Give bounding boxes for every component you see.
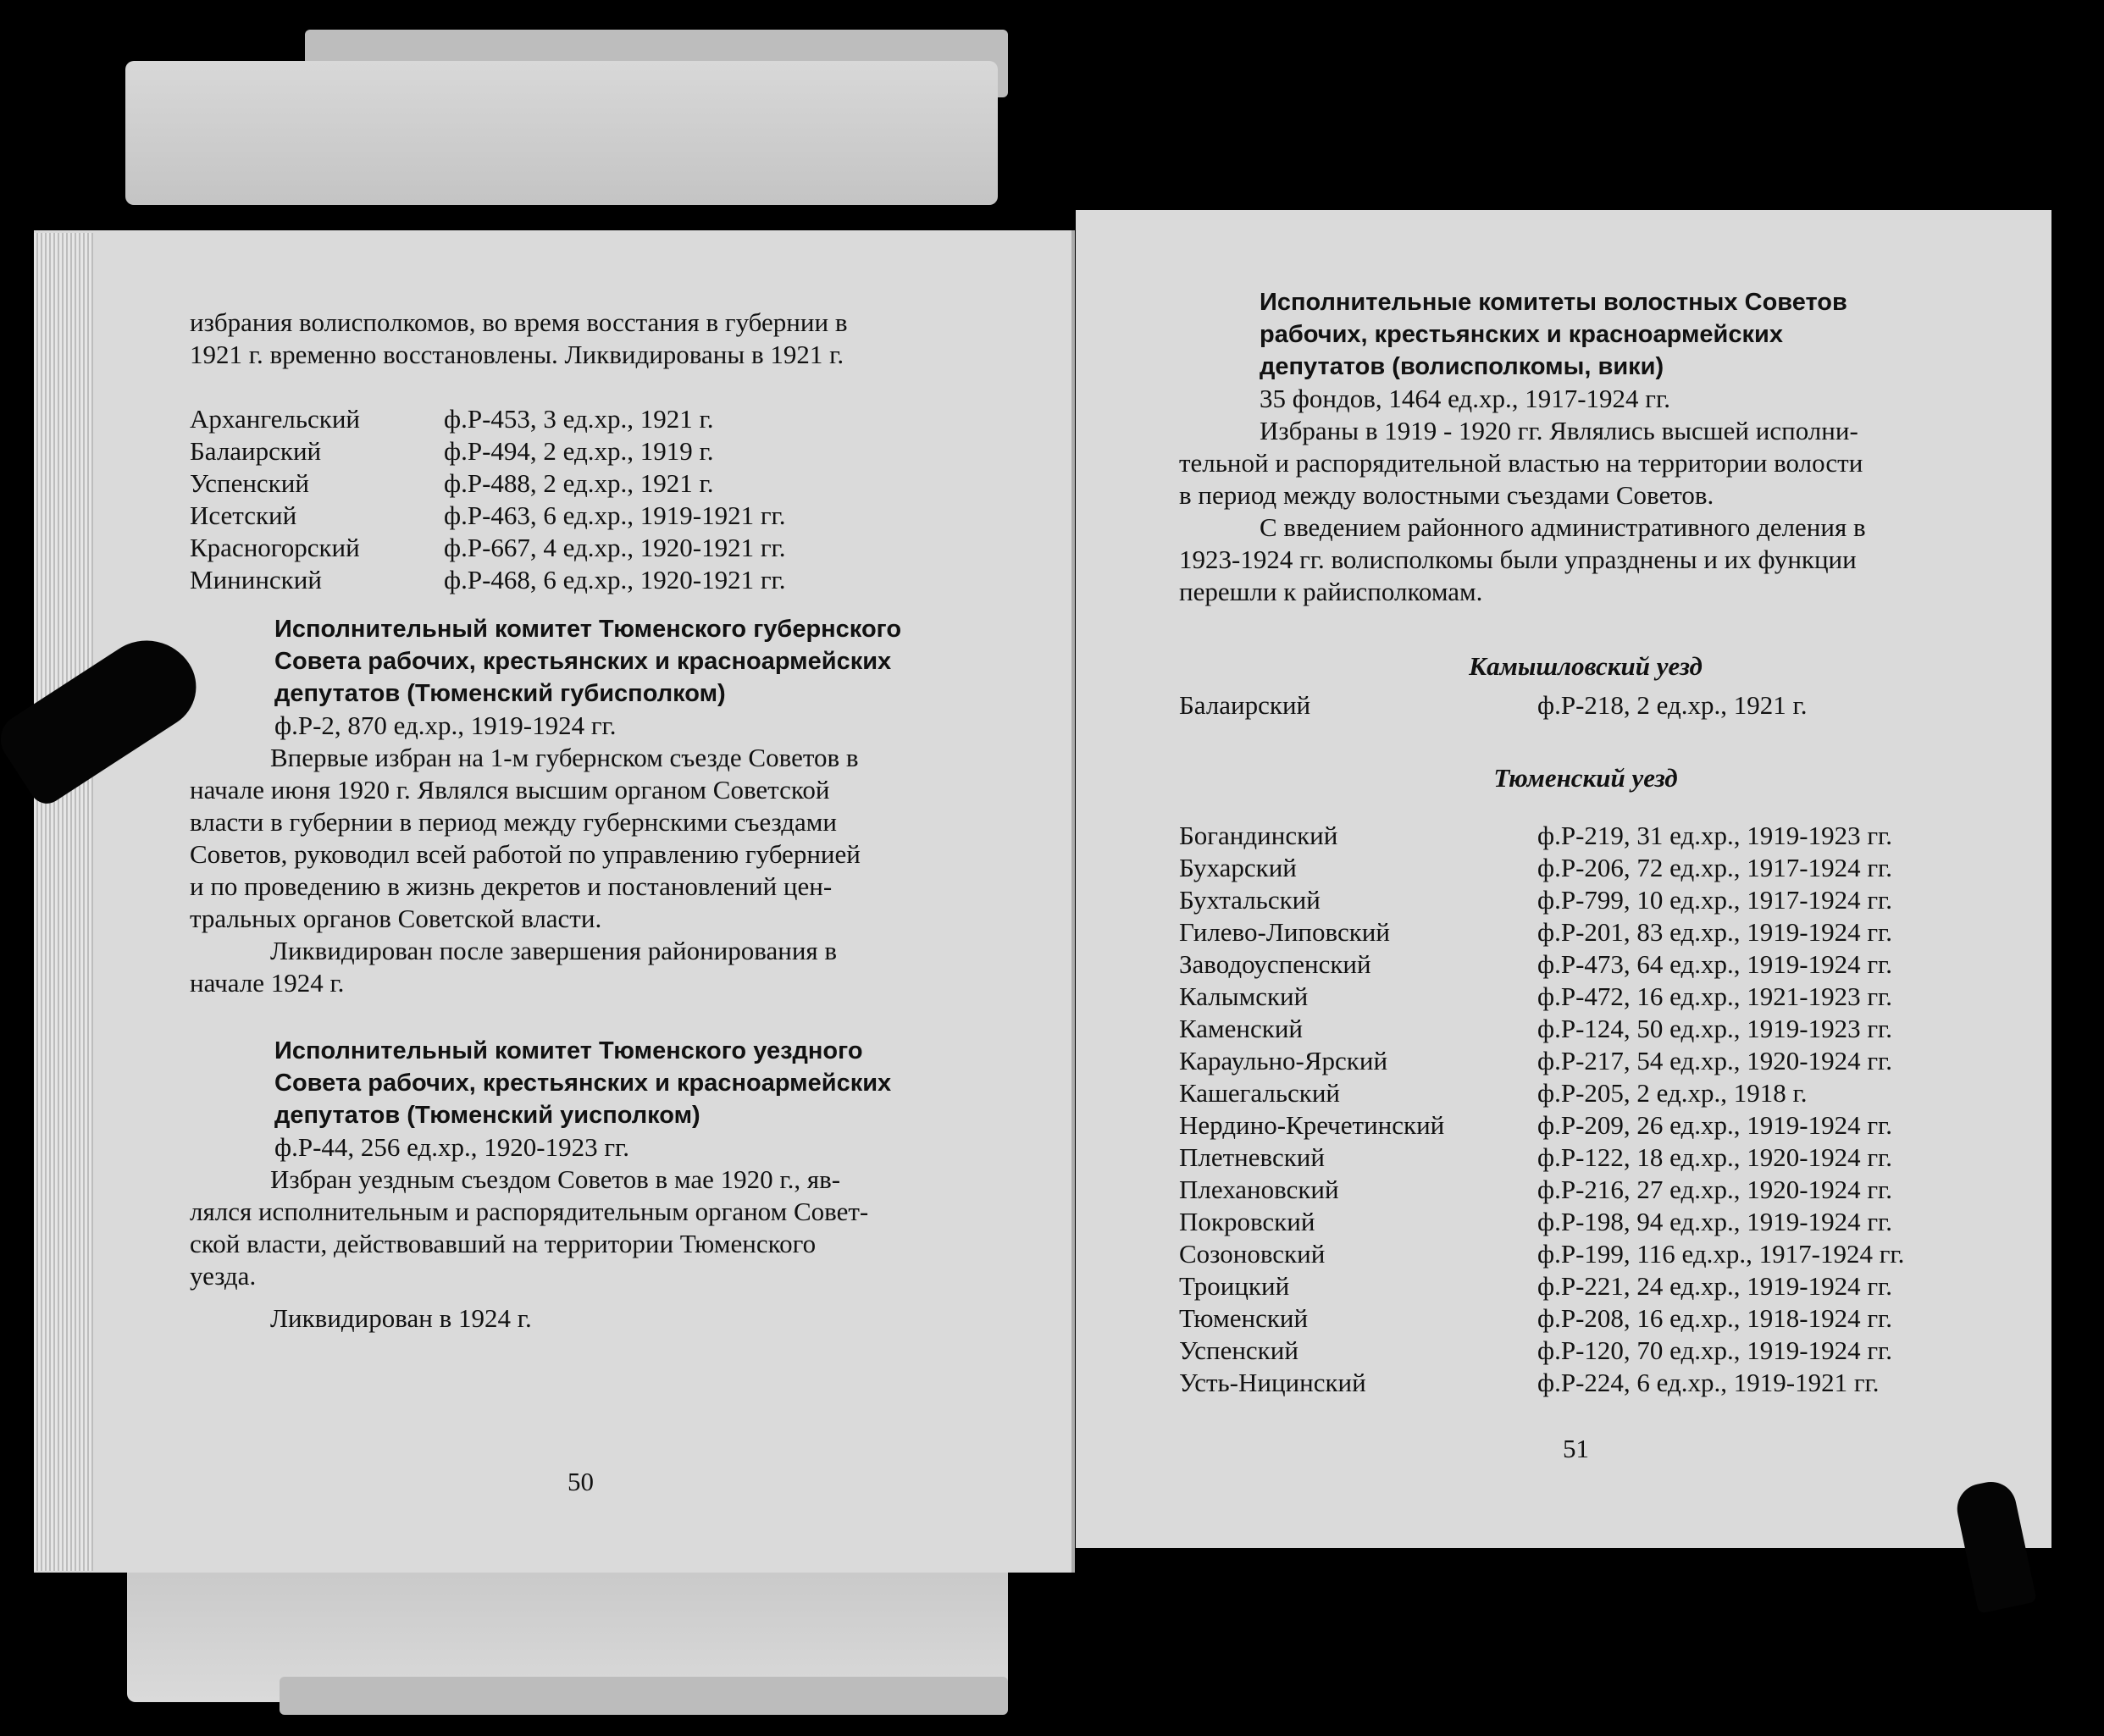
fond-name: Бухарский [1179, 853, 1297, 882]
fond-name: Калымский [1179, 981, 1309, 1011]
fond-info: ф.Р-473, 64 ед.хр., 1919-1924 гг. [1537, 949, 1893, 979]
fond-row [1179, 948, 1992, 981]
fond-name: Архангельский [190, 404, 361, 434]
section-meta: ф.Р-44, 256 ед.хр., 1920-1923 гг. [274, 1132, 630, 1162]
para-line: 1923-1924 гг. волисполкомы были упразднены и их функции [1179, 545, 1857, 574]
para-line: Избран уездным съездом Советов в мае 1920 г., яв- [270, 1164, 841, 1194]
page-number: 50 [568, 1467, 594, 1496]
para-line: Ликвидирован в 1924 г. [270, 1303, 532, 1333]
paragraph [1179, 415, 1992, 608]
fond-info: ф.Р-221, 24 ед.хр., 1919-1924 гг. [1537, 1271, 1893, 1301]
heading-line: Совета рабочих, крестьянских и красноармейских [274, 648, 892, 675]
fond-info: ф.Р-206, 72 ед.хр., 1917-1924 гг. [1537, 853, 1893, 882]
fond-list-left [190, 403, 1003, 596]
fond-row [190, 564, 1003, 596]
fond-info: ф.Р-468, 6 ед.хр., 1920-1921 гг. [444, 565, 786, 594]
heading-line: Исполнительный комитет Тюменского губернского [274, 616, 902, 643]
fond-name: Мининский [190, 565, 322, 594]
heading-line: Исполнительные комитеты волостных Советов [1260, 289, 1847, 316]
fond-row [1179, 1206, 1992, 1238]
fond-row [190, 467, 1003, 500]
fond-row [1179, 916, 1992, 948]
heading-line: Исполнительный комитет Тюменского уездного [274, 1037, 863, 1064]
fond-name: Созоновский [1179, 1239, 1326, 1269]
fond-name: Успенский [1179, 1335, 1298, 1365]
page-number: 51 [1563, 1434, 1589, 1463]
left-page [34, 230, 1075, 1573]
fond-name: Заводоуспенский [1179, 949, 1371, 979]
fond-row [1179, 1302, 1992, 1335]
fond-info: ф.Р-205, 2 ед.хр., 1918 г. [1537, 1078, 1808, 1108]
fond-row [190, 532, 1003, 564]
fond-info: ф.Р-120, 70 ед.хр., 1919-1924 гг. [1537, 1335, 1893, 1365]
fond-row [190, 435, 1003, 467]
subheading-kamyshlov: Камышловский уезд [1469, 651, 1703, 681]
fond-info: ф.Р-219, 31 ед.хр., 1919-1923 гг. [1537, 821, 1893, 850]
heading-line: депутатов (Тюменский уисполком) [274, 1102, 700, 1129]
fond-row [1179, 884, 1992, 916]
section-meta: ф.Р-2, 870 ед.хр., 1919-1924 гг. [274, 710, 617, 740]
para-line: начале июня 1920 г. Являлся высшим органом Советской [190, 775, 830, 804]
fond-info: ф.Р-488, 2 ед.хр., 1921 г. [444, 468, 714, 498]
para-line: перешли к райисполкомам. [1179, 577, 1483, 606]
fond-info: ф.Р-217, 54 ед.хр., 1920-1924 гг. [1537, 1046, 1893, 1075]
para-line: тельной и распорядительной властью на территории волости [1179, 448, 1863, 478]
fond-info: ф.Р-463, 6 ед.хр., 1919-1921 гг. [444, 500, 786, 530]
fond-info: ф.Р-201, 83 ед.хр., 1919-1924 гг. [1537, 917, 1893, 947]
fond-list-tyumen [1179, 820, 1992, 1399]
fond-row [190, 403, 1003, 435]
fond-name: Кашегальский [1179, 1078, 1341, 1108]
fond-row [1179, 1109, 1992, 1142]
fond-row [1179, 1045, 1992, 1077]
paragraph [190, 742, 1003, 999]
fond-row [1179, 1013, 1992, 1045]
fond-info: ф.Р-218, 2 ед.хр., 1921 г. [1537, 690, 1808, 720]
fond-info: ф.Р-799, 10 ед.хр., 1917-1924 гг. [1537, 885, 1893, 915]
fond-info: ф.Р-124, 50 ед.хр., 1919-1923 гг. [1537, 1014, 1893, 1043]
para-line: Советов, руководил всей работой по управлению губернией [190, 839, 861, 869]
para-line: Впервые избран на 1-м губернском съезде Советов в [270, 743, 859, 772]
fond-info: ф.Р-216, 27 ед.хр., 1920-1924 гг. [1537, 1175, 1893, 1204]
para-line: уезда. [190, 1261, 257, 1291]
para-line: Ликвидирован после завершения районирования в [270, 936, 838, 965]
section-heading-volispolkomy [1179, 286, 1992, 383]
section-heading-gubispolkom [190, 613, 1003, 710]
subheading-tyumen: Тюменский уезд [1493, 763, 1678, 793]
fond-name: Тюменский [1179, 1303, 1309, 1333]
fond-row [1179, 1077, 1992, 1109]
fond-info: ф.Р-208, 16 ед.хр., 1918-1924 гг. [1537, 1303, 1893, 1333]
para-line: и по проведению в жизнь декретов и постановлений цен- [190, 871, 833, 901]
section-heading-uispolkom [190, 1035, 1003, 1131]
book-edge-top [125, 61, 998, 205]
heading-line: депутатов (волисполкомы, вики) [1260, 353, 1664, 380]
fond-name: Усть-Ницинский [1179, 1368, 1366, 1397]
fond-name: Троицкий [1179, 1271, 1290, 1301]
fond-info: ф.Р-494, 2 ед.хр., 1919 г. [444, 436, 714, 466]
top-text-line: 1921 г. временно восстановлены. Ликвидированы в 1921 г. [190, 340, 844, 369]
para-line: С введением районного административного деления в [1260, 512, 1866, 542]
fond-row [1179, 1335, 1992, 1367]
fond-info: ф.Р-453, 3 ед.хр., 1921 г. [444, 404, 714, 434]
para-line: Избраны в 1919 - 1920 гг. Являлись высшей исполни- [1260, 416, 1858, 445]
fond-row [1179, 1270, 1992, 1302]
fond-name: Каменский [1179, 1014, 1303, 1043]
fond-name: Караульно-Ярский [1179, 1046, 1388, 1075]
fond-info: ф.Р-209, 26 ед.хр., 1919-1924 гг. [1537, 1110, 1893, 1140]
fond-info: ф.Р-199, 116 ед.хр., 1917-1924 гг. [1537, 1239, 1905, 1269]
fond-row [1179, 820, 1992, 852]
fond-info: ф.Р-122, 18 ед.хр., 1920-1924 гг. [1537, 1142, 1893, 1172]
fond-row [1179, 981, 1992, 1013]
fond-row [1179, 1174, 1992, 1206]
fond-name: Гилево-Липовский [1179, 917, 1390, 947]
fond-name: Успенский [190, 468, 309, 498]
fond-name: Исетский [190, 500, 297, 530]
paragraph [190, 1164, 1003, 1335]
book-edge-bottom-back [280, 1677, 1008, 1715]
para-line: тральных органов Советской власти. [190, 904, 602, 933]
fond-info: ф.Р-472, 16 ед.хр., 1921-1923 гг. [1537, 981, 1893, 1011]
fond-row [1179, 1238, 1992, 1270]
page-edges [34, 233, 93, 1571]
fond-row [190, 500, 1003, 532]
fond-row [1179, 1367, 1992, 1399]
fond-info: ф.Р-224, 6 ед.хр., 1919-1921 гг. [1537, 1368, 1880, 1397]
heading-line: рабочих, крестьянских и красноармейских [1260, 321, 1783, 348]
right-page-content [1179, 286, 1992, 1399]
fond-name: Бухтальский [1179, 885, 1321, 915]
right-page [1076, 210, 2051, 1548]
fond-name: Плехановский [1179, 1175, 1339, 1204]
heading-line: депутатов (Тюменский губисполком) [274, 680, 726, 707]
para-line: начале 1924 г. [190, 968, 345, 998]
fond-name: Балаирский [190, 436, 322, 466]
fond-row [1179, 689, 1992, 721]
fond-name: Красногорский [190, 533, 360, 562]
para-line: ской власти, действовавший на территории Тюменского [190, 1229, 817, 1258]
fond-name: Покровский [1179, 1207, 1315, 1236]
section-meta: 35 фондов, 1464 ед.хр., 1917-1924 гг. [1260, 384, 1670, 413]
fond-name: Балаирский [1179, 690, 1311, 720]
fond-info: ф.Р-667, 4 ед.хр., 1920-1921 гг. [444, 533, 786, 562]
left-page-content [190, 307, 1003, 1335]
para-line: в период между волостными съездами Советов. [1179, 480, 1714, 510]
para-line: власти в губернии в период между губернскими съездами [190, 807, 837, 837]
para-line: лялся исполнительным и распорядительным органом Совет- [190, 1197, 869, 1226]
fond-row [1179, 1142, 1992, 1174]
fond-name: Богандинский [1179, 821, 1338, 850]
fond-name: Нердино-Кречетинский [1179, 1110, 1445, 1140]
fond-row [1179, 852, 1992, 884]
fond-name: Плетневский [1179, 1142, 1325, 1172]
heading-line: Совета рабочих, крестьянских и красноармейских [274, 1070, 892, 1097]
top-text-line: избрания волисполкомов, во время восстания в губернии в [190, 307, 848, 337]
fond-info: ф.Р-198, 94 ед.хр., 1919-1924 гг. [1537, 1207, 1893, 1236]
